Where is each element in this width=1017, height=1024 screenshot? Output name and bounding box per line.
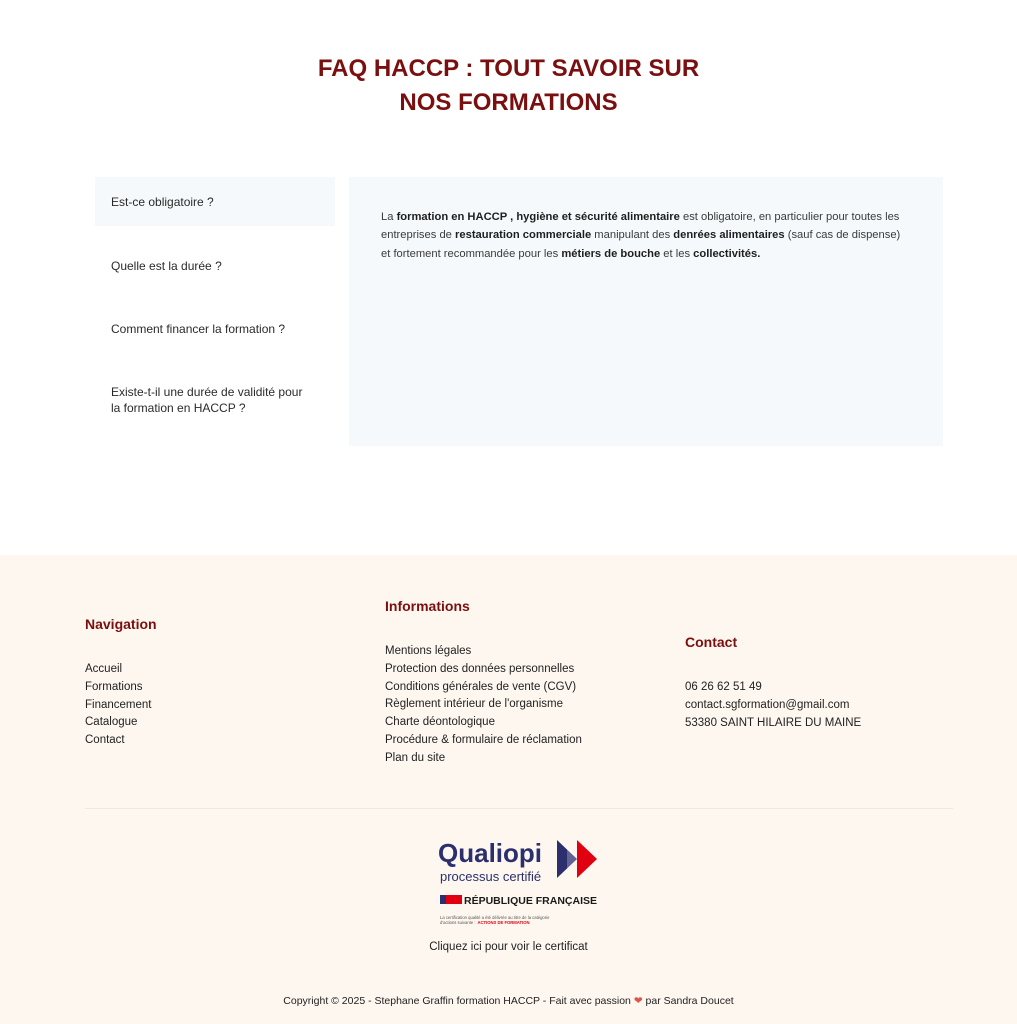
qualiopi-small-line-2 bbox=[440, 920, 530, 925]
footer-link-formations[interactable]: Formations bbox=[85, 680, 143, 693]
footer-link-contact[interactable]: Contact bbox=[85, 734, 125, 747]
footer-link-cgv[interactable]: Conditions générales de vente (CGV) bbox=[385, 680, 577, 693]
footer-link-plan-du-site[interactable]: Plan du site bbox=[385, 751, 446, 764]
footer-contact-list bbox=[685, 679, 861, 732]
site-footer bbox=[0, 555, 1017, 1024]
copyright bbox=[0, 995, 1017, 1007]
footer-link-financement[interactable]: Financement bbox=[85, 698, 152, 711]
qualiopi-small-category: ACTIONS DE FORMATION bbox=[477, 920, 530, 925]
faq-tab-label: Est-ce obligatoire ? bbox=[111, 195, 214, 209]
footer-divider bbox=[85, 808, 953, 809]
answer-text: est obligatoire, en particulier pour toutes les entreprises de bbox=[381, 211, 900, 242]
faq-tab-obligatoire[interactable] bbox=[95, 177, 335, 226]
answer-text: La bbox=[381, 211, 397, 223]
copyright-text: Copyright © 2025 - Stephane Graffin formation HACCP - Fait avec passion bbox=[283, 995, 634, 1007]
contact-phone: 06 26 62 51 49 bbox=[685, 681, 762, 693]
footer-link-charte-deontologique[interactable]: Charte déontologique bbox=[385, 716, 495, 729]
footer-navigation-list bbox=[85, 661, 151, 750]
faq-title bbox=[0, 52, 1017, 120]
footer-navigation-title: Navigation bbox=[85, 616, 157, 632]
faq-tab-label: Existe-t-il une durée de validité pour la formation en HACCP ? bbox=[111, 385, 303, 415]
faq-tab-financement[interactable] bbox=[95, 321, 335, 337]
footer-informations-title: Informations bbox=[385, 598, 470, 614]
footer-link-protection-donnees[interactable]: Protection des données personnelles bbox=[385, 662, 575, 675]
faq-tab-duree[interactable] bbox=[95, 258, 335, 274]
qualiopi-arrow-shade bbox=[567, 849, 577, 869]
footer-link-reglement-interieur[interactable]: Règlement intérieur de l'organisme bbox=[385, 698, 563, 711]
qualiopi-subtitle: processus certifié bbox=[440, 869, 542, 884]
heart-icon: ❤ bbox=[633, 995, 643, 1007]
answer-bold: collectivités. bbox=[693, 247, 761, 260]
republique-francaise: RÉPUBLIQUE FRANÇAISE bbox=[464, 895, 598, 907]
qualiopi-small-prefix: d'actions suivante : bbox=[440, 920, 476, 925]
answer-text: (sauf cas de dispense) et fortement recommandée pour les bbox=[381, 229, 901, 260]
qualiopi-arrow-right bbox=[577, 840, 597, 878]
faq-answer-panel bbox=[349, 177, 943, 446]
faq-answer-text bbox=[381, 208, 911, 263]
faq-title-line-1: FAQ HACCP : TOUT SAVOIR SUR bbox=[317, 55, 700, 82]
contact-address: 53380 SAINT HILAIRE DU MAINE bbox=[685, 716, 862, 729]
faq-tab-label: Quelle est la durée ? bbox=[111, 259, 222, 273]
faq-title-line-2: NOS FORMATIONS bbox=[399, 89, 618, 116]
qualiopi-brand: Qualiopi bbox=[438, 838, 542, 868]
qualiopi-small-line-1: La certification qualité a été délivrée au titre de la catégorie bbox=[440, 915, 550, 920]
footer-link-accueil[interactable]: Accueil bbox=[85, 663, 123, 675]
footer-informations-list bbox=[385, 643, 582, 768]
answer-bold: métiers de bouche bbox=[561, 247, 661, 260]
answer-text: et les bbox=[660, 247, 694, 260]
answer-bold: denrées alimentaires bbox=[673, 229, 785, 242]
faq-tab-label: Comment financer la formation ? bbox=[111, 322, 286, 336]
flag-red bbox=[446, 895, 452, 904]
footer-contact-title: Contact bbox=[685, 634, 738, 650]
answer-text: manipulant des bbox=[591, 229, 674, 242]
qualiopi-logo[interactable] bbox=[438, 838, 613, 933]
copyright-author: par Sandra Doucet bbox=[642, 995, 734, 1007]
footer-link-mentions-legales[interactable]: Mentions légales bbox=[385, 645, 472, 657]
faq-tab-validite[interactable] bbox=[95, 384, 325, 416]
contact-email: contact.sgformation@gmail.com bbox=[685, 698, 850, 711]
answer-bold: formation en HACCP , hygiène et sécurité alimentaire bbox=[396, 211, 680, 223]
flag-tail bbox=[452, 895, 462, 904]
footer-link-reclamation[interactable]: Procédure & formulaire de réclamation bbox=[385, 733, 582, 746]
footer-link-catalogue[interactable]: Catalogue bbox=[85, 716, 138, 729]
answer-bold: restauration commerciale bbox=[455, 229, 592, 242]
certificate-link[interactable]: Cliquez ici pour voir le certificat bbox=[429, 941, 588, 953]
flag-blue bbox=[440, 895, 446, 904]
